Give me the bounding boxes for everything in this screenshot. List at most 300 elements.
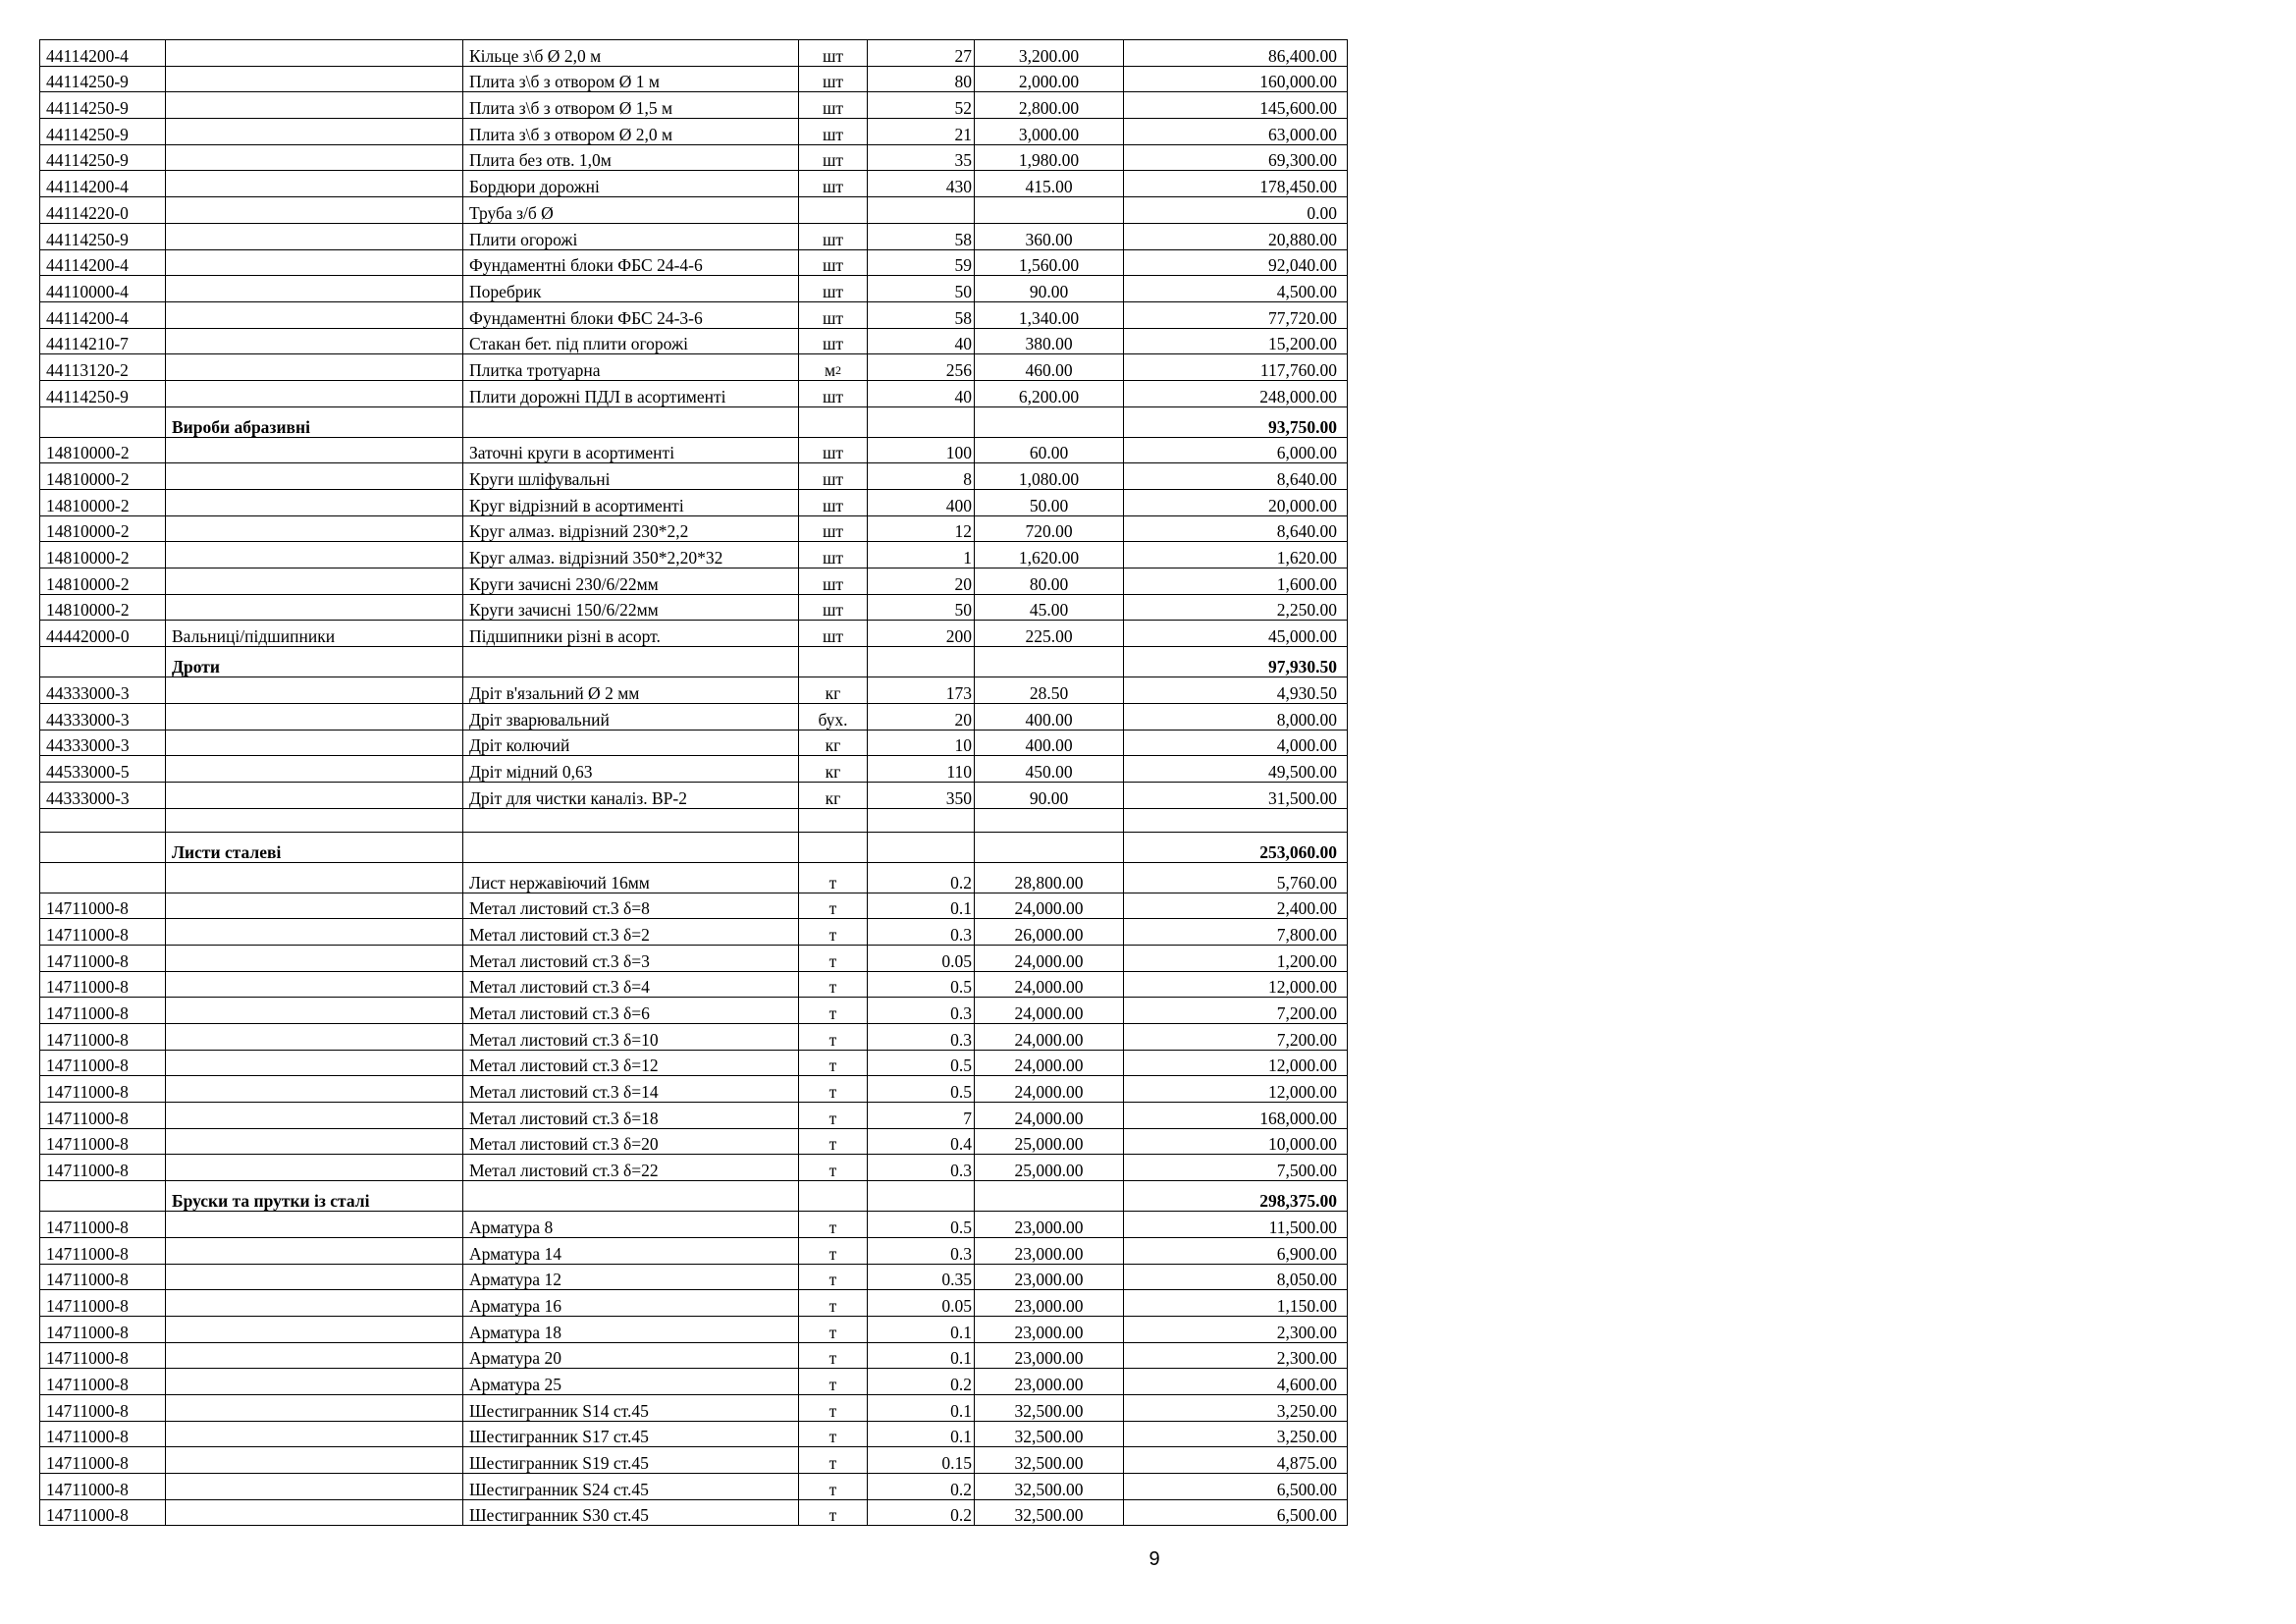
section-row xyxy=(40,1181,1348,1212)
table-row xyxy=(40,730,1348,756)
table-row xyxy=(40,490,1348,516)
empty-cell xyxy=(463,808,799,832)
table-row xyxy=(40,515,1348,542)
unit-cell xyxy=(799,40,868,67)
total-cell: 4,875.00 xyxy=(1124,1447,1348,1474)
item-name-cell: Круги шліфувальні xyxy=(463,463,799,490)
code-cell: 14711000-8 xyxy=(40,919,166,946)
table-row xyxy=(40,301,1348,328)
price-cell: 450.00 xyxy=(975,756,1124,783)
table-row xyxy=(40,1369,1348,1395)
quantity-cell: 0.2 xyxy=(868,862,975,893)
category-cell xyxy=(166,1103,463,1129)
quantity-cell: 20 xyxy=(868,568,975,595)
item-name-cell: Круг алмаз. відрізний 230*2,2 xyxy=(463,515,799,542)
empty-cell xyxy=(799,808,868,832)
price-cell: 6,200.00 xyxy=(975,380,1124,406)
total-cell: 3,250.00 xyxy=(1124,1394,1348,1421)
unit-text: т xyxy=(828,1427,837,1447)
unit-text: шт xyxy=(822,521,844,542)
quantity-cell: 35 xyxy=(868,144,975,171)
quantity-cell: 40 xyxy=(868,380,975,406)
category-cell xyxy=(166,380,463,406)
unit-text: м xyxy=(824,359,836,380)
table-row xyxy=(40,703,1348,730)
category-cell xyxy=(166,197,463,224)
code-cell: 14711000-8 xyxy=(40,893,166,919)
unit-text: шт xyxy=(822,45,844,66)
price-cell xyxy=(975,197,1124,224)
code-cell xyxy=(40,1181,166,1212)
table-row xyxy=(40,1212,1348,1238)
total-cell: 8,640.00 xyxy=(1124,515,1348,542)
unit-cell xyxy=(799,406,868,437)
total-cell: 3,250.00 xyxy=(1124,1421,1348,1447)
total-cell: 4,500.00 xyxy=(1124,276,1348,302)
quantity-cell: 0.1 xyxy=(868,1342,975,1369)
quantity-cell: 80 xyxy=(868,66,975,92)
unit-cell xyxy=(799,380,868,406)
total-cell: 298,375.00 xyxy=(1124,1181,1348,1212)
quantity-cell: 0.1 xyxy=(868,1421,975,1447)
price-cell: 24,000.00 xyxy=(975,971,1124,998)
table-row xyxy=(40,893,1348,919)
category-cell: Дроти xyxy=(166,647,463,677)
category-cell xyxy=(166,249,463,276)
table-row xyxy=(40,782,1348,808)
table-row xyxy=(40,380,1348,406)
item-name-cell xyxy=(463,647,799,677)
code-cell: 44533000-5 xyxy=(40,756,166,783)
unit-text: т xyxy=(828,950,837,971)
code-cell: 14711000-8 xyxy=(40,1474,166,1500)
item-name-cell: Метал листовий ст.3 δ=14 xyxy=(463,1076,799,1103)
price-cell: 24,000.00 xyxy=(975,1103,1124,1129)
quantity-cell: 0.3 xyxy=(868,919,975,946)
price-cell: 32,500.00 xyxy=(975,1474,1124,1500)
quantity-cell: 0.5 xyxy=(868,1212,975,1238)
total-cell: 12,000.00 xyxy=(1124,1076,1348,1103)
unit-text: т xyxy=(828,1348,837,1369)
code-cell xyxy=(40,406,166,437)
unit-cell xyxy=(799,1474,868,1500)
quantity-cell: 0.05 xyxy=(868,1290,975,1317)
category-cell xyxy=(166,1264,463,1290)
quantity-cell xyxy=(868,832,975,862)
item-name-cell: Плити дорожні ПДЛ в асортименті xyxy=(463,380,799,406)
unit-cell xyxy=(799,568,868,595)
quantity-cell: 0.35 xyxy=(868,1264,975,1290)
code-cell: 14810000-2 xyxy=(40,542,166,568)
table-row xyxy=(40,40,1348,67)
unit-cell xyxy=(799,1155,868,1181)
total-cell: 20,880.00 xyxy=(1124,223,1348,249)
item-name-cell: Метал листовий ст.3 δ=4 xyxy=(463,971,799,998)
price-cell: 380.00 xyxy=(975,328,1124,354)
total-cell: 77,720.00 xyxy=(1124,301,1348,328)
table-row xyxy=(40,998,1348,1024)
quantity-cell: 58 xyxy=(868,301,975,328)
table-row xyxy=(40,1155,1348,1181)
quantity-cell: 0.1 xyxy=(868,893,975,919)
price-cell: 24,000.00 xyxy=(975,998,1124,1024)
unit-cell xyxy=(799,594,868,621)
unit-text: бух. xyxy=(818,709,848,730)
total-cell: 45,000.00 xyxy=(1124,621,1348,647)
category-cell xyxy=(166,1369,463,1395)
table-row xyxy=(40,542,1348,568)
code-cell: 14810000-2 xyxy=(40,463,166,490)
table-row xyxy=(40,354,1348,381)
total-cell: 6,500.00 xyxy=(1124,1474,1348,1500)
code-cell: 14711000-8 xyxy=(40,945,166,971)
price-cell: 23,000.00 xyxy=(975,1237,1124,1264)
unit-cell xyxy=(799,1447,868,1474)
unit-cell xyxy=(799,1290,868,1317)
price-cell: 24,000.00 xyxy=(975,1050,1124,1076)
unit-text: шт xyxy=(822,573,844,594)
unit-text: т xyxy=(828,1453,837,1473)
quantity-cell: 0.1 xyxy=(868,1394,975,1421)
item-name-cell: Кільце з\б Ø 2,0 м xyxy=(463,40,799,67)
unit-superscript: 2 xyxy=(835,362,842,377)
item-name-cell: Метал листовий ст.3 δ=10 xyxy=(463,1024,799,1051)
quantity-cell: 20 xyxy=(868,703,975,730)
quantity-cell: 100 xyxy=(868,437,975,463)
quantity-cell: 1 xyxy=(868,542,975,568)
total-cell: 160,000.00 xyxy=(1124,66,1348,92)
total-cell: 8,000.00 xyxy=(1124,703,1348,730)
empty-cell xyxy=(975,808,1124,832)
table-row xyxy=(40,1499,1348,1526)
price-cell: 23,000.00 xyxy=(975,1290,1124,1317)
unit-cell xyxy=(799,197,868,224)
quantity-cell: 50 xyxy=(868,594,975,621)
unit-cell xyxy=(799,301,868,328)
quantity-cell xyxy=(868,406,975,437)
table-row xyxy=(40,276,1348,302)
code-cell: 44113120-2 xyxy=(40,354,166,381)
table-row xyxy=(40,1447,1348,1474)
table-row xyxy=(40,1024,1348,1051)
category-cell: Бруски та прутки із сталі xyxy=(166,1181,463,1212)
item-name-cell: Арматура 18 xyxy=(463,1316,799,1342)
unit-text: шт xyxy=(822,334,844,354)
category-cell xyxy=(166,490,463,516)
total-cell: 8,050.00 xyxy=(1124,1264,1348,1290)
quantity-cell: 50 xyxy=(868,276,975,302)
total-cell: 0.00 xyxy=(1124,197,1348,224)
total-cell: 6,500.00 xyxy=(1124,1499,1348,1526)
price-cell: 24,000.00 xyxy=(975,1024,1124,1051)
unit-text: шт xyxy=(822,72,844,92)
unit-cell xyxy=(799,1024,868,1051)
total-cell: 20,000.00 xyxy=(1124,490,1348,516)
unit-text: т xyxy=(828,1400,837,1421)
category-cell xyxy=(166,354,463,381)
item-name-cell: Круг відрізний в асортименті xyxy=(463,490,799,516)
category-cell xyxy=(166,40,463,67)
table-row xyxy=(40,437,1348,463)
category-cell xyxy=(166,92,463,119)
category-cell xyxy=(166,276,463,302)
unit-cell xyxy=(799,782,868,808)
code-cell: 14810000-2 xyxy=(40,490,166,516)
unit-cell xyxy=(799,1499,868,1526)
section-row xyxy=(40,832,1348,862)
total-cell: 4,600.00 xyxy=(1124,1369,1348,1395)
price-cell: 720.00 xyxy=(975,515,1124,542)
category-cell xyxy=(166,542,463,568)
item-name-cell: Арматура 20 xyxy=(463,1342,799,1369)
code-cell: 14711000-8 xyxy=(40,1212,166,1238)
quantity-cell: 0.5 xyxy=(868,1050,975,1076)
section-row xyxy=(40,406,1348,437)
total-cell: 1,200.00 xyxy=(1124,945,1348,971)
quantity-cell: 0.3 xyxy=(868,998,975,1024)
unit-cell xyxy=(799,249,868,276)
category-cell xyxy=(166,171,463,197)
category-cell: Листи сталеві xyxy=(166,832,463,862)
price-cell: 1,560.00 xyxy=(975,249,1124,276)
price-cell: 360.00 xyxy=(975,223,1124,249)
table-row xyxy=(40,862,1348,893)
quantity-cell: 0.3 xyxy=(868,1155,975,1181)
unit-text: шт xyxy=(822,548,844,568)
item-name-cell: Шестигранник S30 ст.45 xyxy=(463,1499,799,1526)
table-row xyxy=(40,197,1348,224)
price-cell xyxy=(975,832,1124,862)
category-cell xyxy=(166,1024,463,1051)
unit-cell xyxy=(799,832,868,862)
unit-cell xyxy=(799,1342,868,1369)
item-name-cell: Метал листовий ст.3 δ=12 xyxy=(463,1050,799,1076)
code-cell: 14711000-8 xyxy=(40,1103,166,1129)
quantity-cell: 110 xyxy=(868,756,975,783)
code-cell: 44333000-3 xyxy=(40,730,166,756)
unit-cell xyxy=(799,463,868,490)
item-name-cell: Шестигранник S24 ст.45 xyxy=(463,1474,799,1500)
item-name-cell: Метал листовий ст.3 δ=18 xyxy=(463,1103,799,1129)
category-cell: Вироби абразивні xyxy=(166,406,463,437)
table-row xyxy=(40,594,1348,621)
price-cell: 24,000.00 xyxy=(975,945,1124,971)
page-number: 9 xyxy=(1148,1548,1160,1570)
code-cell: 14810000-2 xyxy=(40,568,166,595)
price-cell: 90.00 xyxy=(975,276,1124,302)
unit-cell xyxy=(799,756,868,783)
price-cell: 80.00 xyxy=(975,568,1124,595)
total-cell: 145,600.00 xyxy=(1124,92,1348,119)
total-cell: 15,200.00 xyxy=(1124,328,1348,354)
item-name-cell: Плита з\б з отвором Ø 1,5 м xyxy=(463,92,799,119)
price-cell: 23,000.00 xyxy=(975,1369,1124,1395)
unit-cell xyxy=(799,144,868,171)
price-cell: 23,000.00 xyxy=(975,1342,1124,1369)
table-row xyxy=(40,919,1348,946)
unit-text: т xyxy=(828,1056,837,1076)
unit-text: т xyxy=(828,1295,837,1316)
item-name-cell: Метал листовий ст.3 δ=8 xyxy=(463,893,799,919)
price-cell: 2,000.00 xyxy=(975,66,1124,92)
item-name-cell: Плити огорожі xyxy=(463,223,799,249)
code-cell: 44114250-9 xyxy=(40,223,166,249)
empty-cell xyxy=(1124,808,1348,832)
unit-text: т xyxy=(828,924,837,945)
total-cell: 97,930.50 xyxy=(1124,647,1348,677)
quantity-cell: 12 xyxy=(868,515,975,542)
category-cell xyxy=(166,1212,463,1238)
unit-cell xyxy=(799,945,868,971)
quantity-cell: 21 xyxy=(868,119,975,145)
item-name-cell: Круги зачисні 150/6/22мм xyxy=(463,594,799,621)
item-name-cell: Дріт колючий xyxy=(463,730,799,756)
category-cell xyxy=(166,1050,463,1076)
price-cell: 60.00 xyxy=(975,437,1124,463)
unit-cell xyxy=(799,1103,868,1129)
category-cell xyxy=(166,919,463,946)
empty-cell xyxy=(868,808,975,832)
code-cell: 44442000-0 xyxy=(40,621,166,647)
unit-cell xyxy=(799,998,868,1024)
category-cell xyxy=(166,594,463,621)
code-cell: 44114200-4 xyxy=(40,40,166,67)
table-row xyxy=(40,1394,1348,1421)
unit-cell xyxy=(799,1212,868,1238)
unit-cell xyxy=(799,621,868,647)
table-row xyxy=(40,1474,1348,1500)
category-cell xyxy=(166,971,463,998)
unit-text: шт xyxy=(822,600,844,621)
quantity-cell: 256 xyxy=(868,354,975,381)
code-cell xyxy=(40,862,166,893)
blank-row xyxy=(40,808,1348,832)
unit-text: кг xyxy=(825,761,841,782)
unit-cell xyxy=(799,437,868,463)
table-row xyxy=(40,223,1348,249)
code-cell: 14711000-8 xyxy=(40,1155,166,1181)
item-name-cell: Метал листовий ст.3 δ=20 xyxy=(463,1128,799,1155)
unit-cell xyxy=(799,1181,868,1212)
quantity-cell: 0.3 xyxy=(868,1237,975,1264)
code-cell: 14711000-8 xyxy=(40,1369,166,1395)
unit-text: кг xyxy=(825,735,841,756)
table-row xyxy=(40,144,1348,171)
price-cell: 1,980.00 xyxy=(975,144,1124,171)
item-name-cell: Дріт в'язальний Ø 2 мм xyxy=(463,677,799,704)
unit-cell xyxy=(799,328,868,354)
total-cell: 4,000.00 xyxy=(1124,730,1348,756)
category-cell: Вальниці/підшипники xyxy=(166,621,463,647)
item-name-cell: Труба з/б Ø xyxy=(463,197,799,224)
unit-text: т xyxy=(828,1479,837,1499)
code-cell: 14810000-2 xyxy=(40,515,166,542)
unit-text: т xyxy=(828,1003,837,1023)
price-cell: 32,500.00 xyxy=(975,1447,1124,1474)
category-cell xyxy=(166,515,463,542)
table-row xyxy=(40,677,1348,704)
total-cell: 4,930.50 xyxy=(1124,677,1348,704)
table-row xyxy=(40,1076,1348,1103)
unit-text: шт xyxy=(822,469,844,489)
item-name-cell: Круги зачисні 230/6/22мм xyxy=(463,568,799,595)
unit-text: т xyxy=(828,1161,837,1181)
unit-cell xyxy=(799,971,868,998)
quantity-cell xyxy=(868,1181,975,1212)
item-name-cell xyxy=(463,406,799,437)
unit-cell xyxy=(799,919,868,946)
code-cell: 44110000-4 xyxy=(40,276,166,302)
category-cell xyxy=(166,328,463,354)
table-row xyxy=(40,119,1348,145)
code-cell: 14711000-8 xyxy=(40,1237,166,1264)
price-cell: 1,620.00 xyxy=(975,542,1124,568)
code-cell: 44333000-3 xyxy=(40,703,166,730)
unit-text: т xyxy=(828,1108,837,1128)
table-row xyxy=(40,945,1348,971)
table-row xyxy=(40,1050,1348,1076)
total-cell: 2,400.00 xyxy=(1124,893,1348,919)
item-name-cell: Шестигранник S17 ст.45 xyxy=(463,1421,799,1447)
total-cell: 12,000.00 xyxy=(1124,971,1348,998)
code-cell: 44114250-9 xyxy=(40,144,166,171)
quantity-cell: 58 xyxy=(868,223,975,249)
price-cell: 28.50 xyxy=(975,677,1124,704)
code-cell: 14711000-8 xyxy=(40,1421,166,1447)
total-cell: 178,450.00 xyxy=(1124,171,1348,197)
total-cell: 1,600.00 xyxy=(1124,568,1348,595)
category-cell xyxy=(166,1499,463,1526)
price-cell xyxy=(975,1181,1124,1212)
item-name-cell: Арматура 25 xyxy=(463,1369,799,1395)
quantity-cell: 0.3 xyxy=(868,1024,975,1051)
category-cell xyxy=(166,1155,463,1181)
category-cell xyxy=(166,730,463,756)
item-name-cell: Плита з\б з отвором Ø 1 м xyxy=(463,66,799,92)
unit-text: шт xyxy=(822,124,844,144)
category-cell xyxy=(166,1316,463,1342)
unit-text: шт xyxy=(822,229,844,249)
total-cell: 7,200.00 xyxy=(1124,1024,1348,1051)
category-cell xyxy=(166,945,463,971)
category-cell xyxy=(166,568,463,595)
unit-cell xyxy=(799,66,868,92)
quantity-cell: 52 xyxy=(868,92,975,119)
unit-text: т xyxy=(828,1374,837,1394)
category-cell xyxy=(166,893,463,919)
item-name-cell: Арматура 16 xyxy=(463,1290,799,1317)
unit-text: шт xyxy=(822,386,844,406)
quantity-cell: 0.5 xyxy=(868,1076,975,1103)
table-row xyxy=(40,1290,1348,1317)
item-name-cell: Круг алмаз. відрізний 350*2,20*32 xyxy=(463,542,799,568)
total-cell: 6,000.00 xyxy=(1124,437,1348,463)
table-row xyxy=(40,971,1348,998)
total-cell: 6,900.00 xyxy=(1124,1237,1348,1264)
price-cell: 2,800.00 xyxy=(975,92,1124,119)
category-cell xyxy=(166,223,463,249)
unit-text: шт xyxy=(822,177,844,197)
procurement-table xyxy=(39,39,1348,1526)
total-cell: 7,500.00 xyxy=(1124,1155,1348,1181)
category-cell xyxy=(166,998,463,1024)
quantity-cell xyxy=(868,197,975,224)
price-cell: 3,000.00 xyxy=(975,119,1124,145)
code-cell: 14711000-8 xyxy=(40,1290,166,1317)
item-name-cell: Метал листовий ст.3 δ=3 xyxy=(463,945,799,971)
table-row xyxy=(40,756,1348,783)
code-cell: 44114200-4 xyxy=(40,171,166,197)
